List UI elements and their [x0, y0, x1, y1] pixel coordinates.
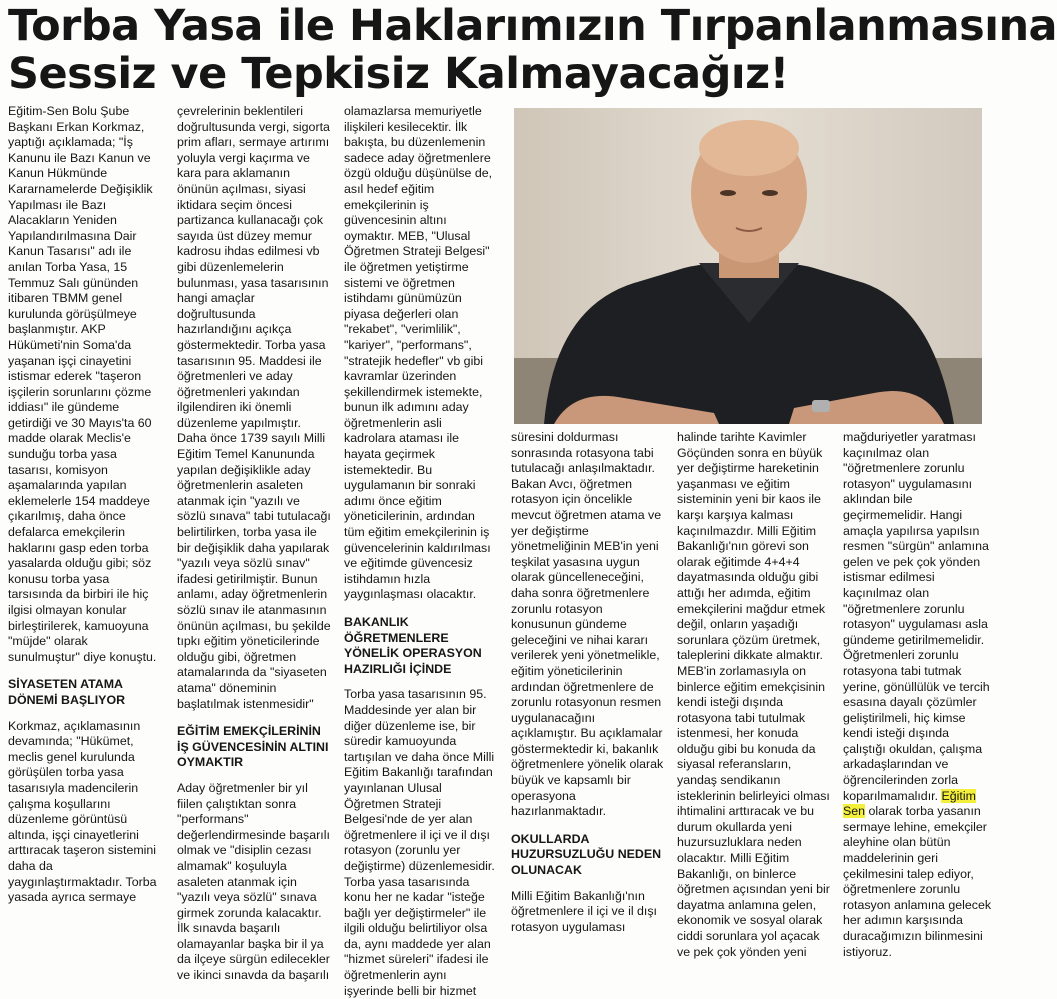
article-column-1 [8, 104, 160, 905]
man-portrait-icon [514, 108, 982, 424]
highlighted-text: Eğitim Sen [843, 788, 976, 819]
paragraph: Milli Eğitim Bakanlığı'nın öğretmenlere il içi ve il dışı rotasyon uygulaması [511, 888, 657, 934]
subheading: OKULLARDA HUZURSUZLUĞU NEDEN OLUNACAK [511, 831, 662, 878]
paragraph: olamazlarsa memuriyetle ilişkileri kesilecektir. İlk bakışta, bu düzenlemenin sadece aday öğretmenlere özgü olduğu düşünülse de, asıl hedef eğitim emekçilerinin iş güvencesinin altını oymaktır. MEB, "Ulusal Öğretmen Strateji Belgesi" ile öğretmen yetiştirme sistemi ve öğretmen istihdamı günümüzün piyasa değerleri olan "rekabet", "verimlilik", "kariyer", "performans", "stratejik hedefler" vb gibi kavramlar üzerinden şekillendirmek istemekte, bunun ilk adımını aday öğretmenlerin asli kadrolara ataması ile hayata geçirmek istemektedir. Bu uygulamanın bir sonraki adımı önce eğitim yöneticilerinin, ardından tüm eğitim emekçilerinin iş güvencelerinin kaldırılması ve eğitimde güvencesiz istihdamın hızla yaygınlaşması olacaktır. [344, 104, 493, 602]
article-column-6 [843, 430, 993, 959]
article-column-5 [677, 430, 830, 959]
paragraph-text: olarak torba yasanın sermaye lehine, emekçiler aleyhine olan bütün maddelerinin geri çekilmesini talep ediyor, öğretmenlere zorunlu rotasyon anlamına gelecek her adımın karşısında duracağımızın bilinmesini istiyoruz. [843, 804, 992, 959]
paragraph: Aday öğretmenler bir yıl fiilen çalıştıktan sonra "performans" değerlendirmesinde başarılı olmak ve "disiplin cezası almamak" koşuluyla asaleten atanmak için "yazılı veya sözlü" sınava girmek zorunda kalacaktır. İlk sınavda başarılı olamayanlar başka bir il ya da ilçeye sürgün edilecekler ve ikinci sınavda da başarılı [177, 780, 330, 983]
article-column-3 [344, 104, 496, 998]
paragraph: süresini doldurması sonrasında rotasyona tabi tutulacağı anlaşılmaktadır. Bakan Avcı, öğretmen rotasyon için öncelikle mevcut öğretmen atama ve yer değiştirme yönetmeliğinin MEB'in yeni teşkilat yasasına uygun olarak güncelleneceğini, daha sonra öğretmenlere zorunlu rotasyon konusunun gündeme geleceğini ve nihai kararı verilerek yeni yönetmelikle, eğitim yöneticilerinin ardından öğretmenlere de zorunlu rotasyonun resmen uygulanacağını açıklamıştır. Bu açıklamalar göstermektedir ki, bakanlık öğretmenlere yönelik olarak büyük ve kapsamlı bir operasyona hazırlanmaktadır. [511, 430, 664, 819]
paragraph [843, 430, 993, 960]
subheading: EĞİTİM EMEKÇİLERİNİN İŞ GÜVENCESİNİN ALTINI OYMAKTIR [177, 724, 329, 770]
article-column-4 [511, 430, 664, 934]
subheading: BAKANLIK ÖĞRETMENLERE YÖNELİK OPERASYON HAZIRLIĞI İÇİNDE [344, 615, 482, 676]
headline-line-2: Sessiz ve Tepkisiz Kalmayacağız! [8, 49, 789, 99]
paragraph: Eğitim-Sen Bolu Şube Başkanı Erkan Korkmaz, yaptığı açıklamada; "İş Kanunu ile Bazı Kanun ve Kanun Hükmünde Kararnamelerde Değişiklik Yapılması ile Bazı Alacakların Yeniden Yapılandırılmasına Dair Kanun Tasarısı" adı ile anılan Torba Yasa, 15 Temmuz Salı gününden itibaren TBMM genel kurulunda görüşülmeye başlanmıştır. AKP Hükümeti'nin Soma'da yaşanan işçi cinayetini istismar ederek "taşeron işçilerin sorunlarını çözme iddiası" ile gündeme getirdiği ve 30 Mayıs'ta 60 madde olarak Meclis'e sunduğu torba yasa tasarısı, komisyon aşamalarında yapılan eklemelerle 154 maddeye çıkarılmış, daha önce defalarca emekçilerin haklarını gasp eden torba yasalarda olduğu gibi; söz konusu torba yasa tarsısında da birbiri ile hiç ilgisi olmayan konular birleştirilerek, kamuoyuna "müjde" olarak sunulmuştur" diye konuştu. [8, 104, 157, 664]
subheading: SİYASETEN ATAMA DÖNEMİ BAŞLIYOR [8, 677, 126, 707]
headline-line-1: Torba Yasa ile Haklarımızın Tırpanlanmasına [8, 1, 1057, 51]
paragraph: çevrelerinin beklentileri doğrultusunda vergi, sigorta prim afları, sermaye artırımı yoluyla vergi kaçırma ve kara para aklamanın önünün açılması, siyasi iktidara seçim öncesi partizanca kullanacağı çok sayıda üst düzey memur kadrosu ihdas edilmesi vb gibi düzenlemelerin bulunması, yasa tasarısının hangi amaçlar doğrultusunda hazırlandığını açıkça göstermektedir. Torba yasa tasarısının 95. Maddesi ile öğretmenleri ve aday öğretmenleri yakından ilgilendiren iki önemli düzenleme yapılmıştır. Daha önce 1739 sayılı Milli Eğitim Temel Kanununda yapılan değişiklikle aday öğretmenlerin asaleten atanmak için "yazılı ve sözlü sınava" tabi tutulacağı belirtilirken, torba yasa ile bir değişiklik daha yapılarak "yazılı veya sözlü sınav" ifadesi getirilmiştir. Bunun anlamı, aday öğretmenlerin sözlü sınav ile atanmasının önünün açılması, bu şekilde tıpkı eğitim yöneticilerinde olduğu gibi, öğretmen atamalarında da "siyaseten atama" döneminin başlatılmak istenmesidir" [177, 104, 331, 711]
portrait-photo [514, 108, 982, 424]
paragraph: halinde tarihte Kavimler Göçünden sonra en büyük yer değiştirme hareketinin yaşanması ve eğitim sisteminin yeni bir kaos ile karşı karşıya kalması kaçınılmazdır. Milli Eğitim Bakanlığı'nın görevi son olarak eğitimde 4+4+4 dayatmasında olduğu gibi attığı her adımda, eğitim emekçilerini mağdur etmek değil, onların yaşadığı sorunlara çözüm üretmek, taleplerini dikkate almaktır. MEB'in zorlamasıyla on binlerce eğitim emekçisinin kendi isteği dışında rotasyona tabi tutulmak istenmesi, her konuda olduğu gibi bu konuda da siyasal referansların, yandaş sendikanın isteklerinin belirleyici olması ihtimalini arttıracak ve bu durum okullarda yeni huzursuzluklara neden olacaktır. Milli Eğitim Bakanlığı, on binlerce öğretmen açısından yeni bir dayatma anlamına gelen, ekonomik ve sosyal olarak ciddi sorunlara yol açacak ve pek çok yönden yeni [677, 430, 830, 959]
paragraph-text: mağduriyetler yaratması kaçınılmaz olan "öğretmenlere zorunlu rotasyon" uygulamasını aklından bile geçirmemelidir. Hangi amaçla yapılırsa yapılsın resmen "sürgün" anlamına gelen ve pek çok yönden istismar edilmesi kaçınılmaz olan "öğretmenlere zorunlu rotasyon" uygulaması asla gündeme getirilmemelidir. Öğretmenleri zorunlu rotasyona tabi tutmak yerine, gönüllülük ve tercih esasına dayalı çözümler geliştirilmeli, hiç kimse kendi isteği dışında çalıştığı okuldan, çalışma arkadaşlarından ve öğrencilerinden zorla koparılmamalıdır. [843, 430, 990, 803]
article-headline [8, 1, 1057, 99]
paragraph: Torba yasa tasarısının 95. Maddesinde yer alan bir diğer düzenleme ise, bir süredir kamuoyunda tartışılan ve daha önce Milli Eğitim Bakanlığı tarafından yayınlanan Ulusal Öğretmen Strateji Belgesi'nde de yer alan öğretmenlere il içi ve il dışı rotasyon (zorunlu yer değiştirme) düzenlemesidir. Torba yasa tasarısında konu her ne kadar "isteğe bağlı yer değiştirmeler" ile ilgili olduğu belirtiliyor olsa da, aynı maddede yer alan "hizmet süreleri" ifadesi ile öğretmenlerin aynı işyerinde belli bir hizmet [344, 687, 495, 998]
article-column-2 [177, 104, 331, 983]
paragraph: Korkmaz, açıklamasının devamında; "Hükümet, meclis genel kurulunda görüşülen torba yasa tasarısıyla madencilerin çalışma koşullarını düzenleme görüntüsü altında, işçi cinayetlerini arttıracak taşeron sistemini daha da yaygınlaştırmaktadır. Torba yasada ayrıca sermaye [8, 718, 157, 905]
